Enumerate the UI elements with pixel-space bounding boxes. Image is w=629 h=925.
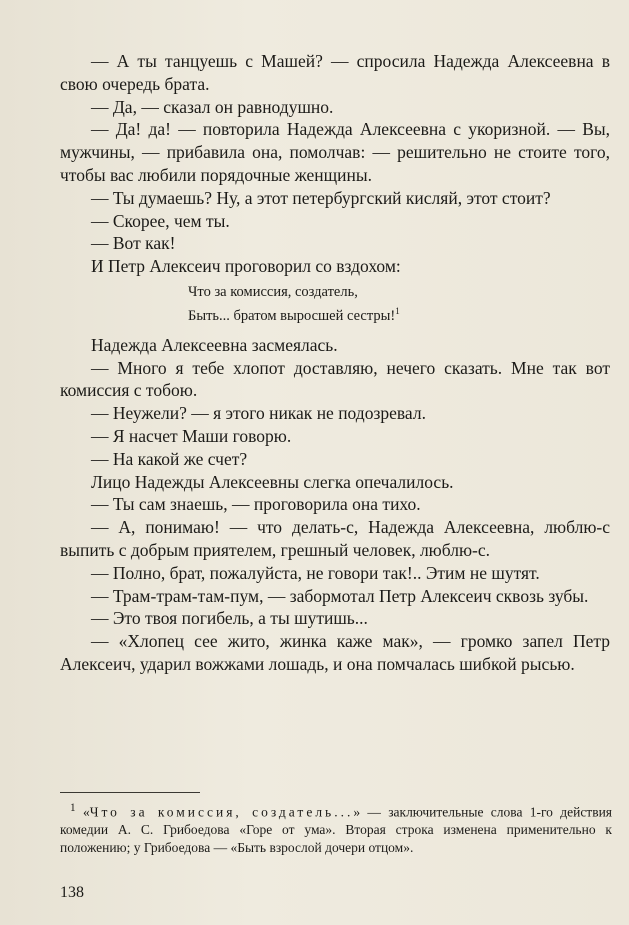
paragraph: — На какой же счет?	[91, 448, 248, 469]
verse-line	[188, 302, 610, 326]
footnote-divider	[60, 792, 200, 793]
paragraph: — Полно, брат, пожалуйста, не говори так!.. Этим не шутят.	[91, 562, 540, 583]
paragraph: — Ты думаешь? Ну, а этот петербургский кисляй, этот стоит?	[91, 187, 551, 208]
paragraph: — Вот как!	[91, 233, 176, 254]
verse-line: Что за комиссия, создатель,	[188, 283, 358, 300]
footnote-mark: 1	[70, 802, 76, 814]
paragraph: — Неужели? — я этого никак не подозревал.	[91, 403, 426, 424]
paragraph: И Петр Алексеич проговорил со вздохом:	[91, 256, 401, 277]
page-number: 138	[60, 884, 84, 901]
quote-close: »	[353, 804, 361, 820]
verse-line-text: Быть... братом выросшей сестры!	[188, 307, 396, 324]
footnote-quoted-words: Что за комиссия, создатель...	[89, 804, 354, 820]
paragraph: Лицо Надежды Алексеевны слегка опечалилось.	[91, 471, 454, 492]
footnote	[60, 800, 612, 856]
quote-open: «	[82, 804, 90, 820]
verse-quote	[60, 283, 610, 326]
paragraph: — Ты сам знаешь, — проговорила она тихо.	[91, 494, 421, 515]
paragraph: — Да! да! — повторила Надежда Алексеевна с укоризной. — Вы, мужчины, — прибавила она, помолчав: — решительно не стоите того, чтобы вас любили порядочные женщины.	[60, 119, 610, 185]
footnote-text	[60, 800, 612, 856]
footnote-reference: 1	[395, 305, 400, 316]
main-text	[60, 50, 610, 676]
paragraph: — Трам-трам-там-пум, — забормотал Петр Алексеич сквозь зубы.	[91, 585, 589, 606]
paragraph: — Я насчет Маши говорю.	[91, 425, 292, 446]
paragraph: — Это твоя погибель, а ты шутишь...	[91, 608, 368, 629]
paragraph: — «Хлопец сее жито, жинка каже мак», — громко запел Петр Алексеич, ударил вожжами лошадь, и она помчалась шибкой рысью.	[60, 631, 610, 674]
paragraph: — А, понимаю! — что делать-с, Надежда Алексеевна, люблю-с выпить с добрым приятелем, грешный человек, люблю-с.	[60, 517, 610, 560]
paragraph: — Скорее, чем ты.	[91, 210, 230, 231]
paragraph: — А ты танцуешь с Машей? — спросила Надежда Алексеевна в свою очередь брата.	[60, 51, 610, 94]
paragraph: — Много я тебе хлопот доставляю, нечего сказать. Мне так вот комиссия с тобою.	[60, 357, 610, 401]
paragraph: Надежда Алексеевна засмеялась.	[91, 334, 338, 355]
paragraph: — Да, — сказал он равнодушно.	[91, 96, 334, 117]
footnote-explanation: — заключительные слова 1-го действия комедии А. С. Грибоедова «Горе от ума». Вторая строка изменена применительно к положению; у Грибоедова — «Быть взрослой дочери отцом».	[60, 804, 613, 855]
